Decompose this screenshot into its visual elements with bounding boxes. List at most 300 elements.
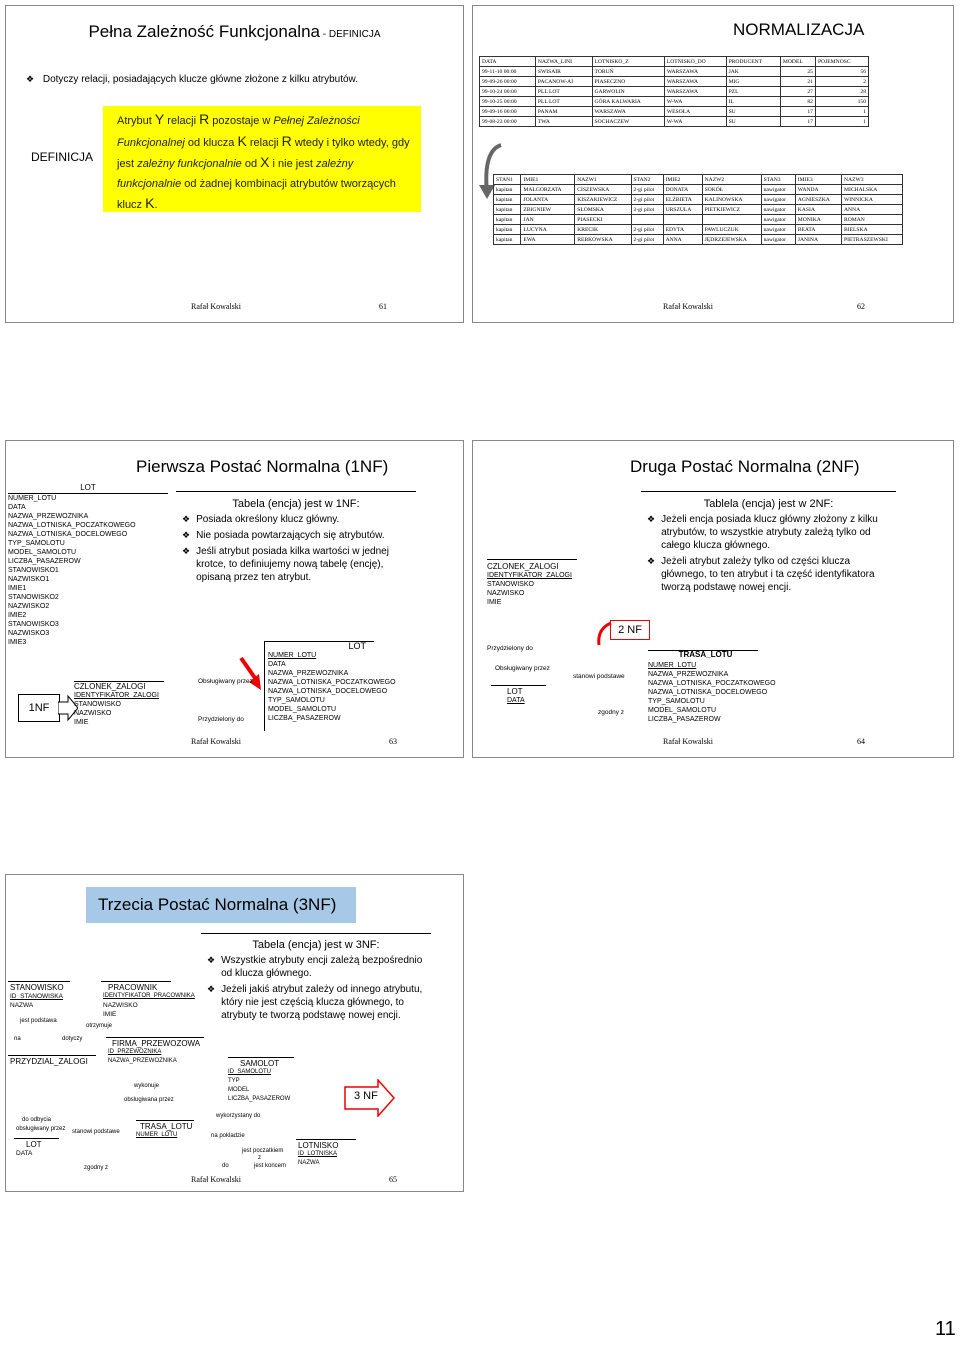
entity-key: IDENTYFIKATOR_ZALOGI xyxy=(487,572,572,579)
entity-title: CZLONEK_ZALOGI xyxy=(74,682,146,691)
entity-attr: TYP_SAMOLOTU xyxy=(8,540,65,547)
bullet-text: Jeżeli atrybut zależy tylko od części klucza głównego, to ten atrybut i ta część identyfikatora tworzą podstawę nowej encji. xyxy=(661,556,875,593)
entity-attr: STANOWISKO2 xyxy=(8,594,59,601)
table-row xyxy=(494,195,903,205)
table-cell: SOCHACZEW xyxy=(592,117,664,127)
definition-text: Atrybut Y relacji R pozostaje w Pełnej Zależności Funkcjonalnej od klucza K relacji R wtedy i tylko wtedy, gdy jest zależny funkcjonalnie od X i nie jest zależny funkcjonalnie od żadnej kombinacji atrybutów tworzących klucz K. xyxy=(117,111,410,211)
table-header-cell: LOTNISKO_DO xyxy=(664,57,726,67)
table-cell: WANDA xyxy=(795,185,841,195)
table-cell: WESOŁA xyxy=(664,107,726,117)
table-cell: 150 xyxy=(815,97,868,107)
entity-attr: DATA xyxy=(268,661,286,668)
table-cell: KASIA xyxy=(795,205,841,215)
table-cell: BIELSKA xyxy=(841,225,902,235)
table-cell: TWA xyxy=(535,117,592,127)
title-main: Pełna Zależność Funkcjonalna xyxy=(88,22,320,41)
entity-attr: LICZBA_PASAZEROW xyxy=(268,715,341,722)
slide-65 xyxy=(5,874,464,1192)
table-cell: AGNIESZKA xyxy=(795,195,841,205)
entity-firma-przewozowa xyxy=(108,1039,200,1066)
entity-attr: NAZWISKO3 xyxy=(8,630,50,637)
relation-label: dotyczy xyxy=(62,1036,83,1042)
entity-attr: IMIE xyxy=(74,719,89,726)
entity-line xyxy=(14,1138,59,1139)
bullet-text: Nie posiada powtarzających się atrybutów. xyxy=(196,530,385,541)
table-row xyxy=(480,77,869,87)
footer-author: Rafał Kowalski xyxy=(191,302,241,311)
table-cell: ELŻBIETA xyxy=(663,195,702,205)
entity-line xyxy=(8,1055,96,1056)
table-cell: PAWLUCZUK xyxy=(702,225,761,235)
table-cell: MONIKA xyxy=(795,215,841,225)
info-bullet xyxy=(207,954,425,980)
table-cell: 17 xyxy=(780,117,815,127)
table-header-cell: IMIE3 xyxy=(795,175,841,185)
table-cell: KISZAKIEWICZ xyxy=(575,195,631,205)
entity-attr: TYP xyxy=(228,1078,240,1084)
footer-page-number: 61 xyxy=(379,302,387,311)
entity-attr: NAZWA_LOTNISKA_DOCELOWEGO xyxy=(648,689,768,696)
entity-line xyxy=(296,1139,356,1140)
table-cell: nawigator xyxy=(761,215,795,225)
table-header-cell: LOTNISKO_Z xyxy=(592,57,664,67)
entity-samolot xyxy=(228,1059,290,1104)
table-cell: 99-10-25 00:00 xyxy=(480,97,536,107)
table-cell: PLL LOT xyxy=(535,97,592,107)
table-header-cell: NAZWA_LINI xyxy=(535,57,592,67)
relation-label: z xyxy=(258,1155,261,1161)
info-box-title: Tabela (encja) jest w 1NF: xyxy=(232,498,360,510)
entity-attr: NAZWISKO xyxy=(103,1002,138,1009)
entity-attr: NAZWISKO1 xyxy=(8,576,50,583)
entity-key: DATA xyxy=(507,697,525,704)
entity-stanowisko xyxy=(10,983,64,1010)
relation-label: stanowi podstawe xyxy=(573,673,625,680)
red-arrow-icon xyxy=(239,656,265,696)
entity-lot-line xyxy=(264,641,265,731)
entity-title: SAMOLOT xyxy=(240,1059,280,1068)
entity-line xyxy=(136,1120,194,1121)
table-cell: 2-gi pilot xyxy=(631,235,663,245)
entity-title: LOT xyxy=(507,687,523,696)
entity-attr: IMIE3 xyxy=(8,639,27,646)
table-cell: kapitan xyxy=(494,195,521,205)
entity-attr: STANOWISKO3 xyxy=(8,621,59,628)
relation-label: wykorzystany do xyxy=(216,1113,261,1119)
entity-title: TRASA_LOTU xyxy=(140,1122,193,1131)
slide-title: Pierwsza Postać Normalna (1NF) xyxy=(136,457,389,476)
entity-key: IDENTYFIKATOR_PRACOWNIKA xyxy=(103,993,195,999)
table-cell: JAK xyxy=(726,67,780,77)
diamond-bullet-icon: ❖ xyxy=(647,514,656,524)
diamond-bullet-icon: ❖ xyxy=(647,556,656,566)
entity-attr: MODEL xyxy=(228,1087,250,1093)
table-header-cell: NAZW1 xyxy=(575,175,631,185)
table-cell: TORUŃ xyxy=(592,67,664,77)
entity-line xyxy=(8,981,70,982)
nf-label-box: 2 NF xyxy=(610,620,650,640)
footer-page-number: 65 xyxy=(389,1175,397,1184)
nf-label-box: 1NF xyxy=(18,694,60,722)
table-cell: PIETRASZEWSKI xyxy=(841,235,902,245)
table-header-cell: PRODUCENT xyxy=(726,57,780,67)
diamond-bullet-icon: ❖ xyxy=(182,514,191,524)
table-cell: MAŁGORZATA xyxy=(521,185,575,195)
diamond-bullet-icon: ❖ xyxy=(207,955,216,965)
table-cell: 1 xyxy=(815,117,868,127)
table-header-cell: DATA xyxy=(480,57,536,67)
table-cell: PANAM xyxy=(535,107,592,117)
table-cell: SU xyxy=(726,107,780,117)
flights-table xyxy=(479,56,869,127)
relation-label: na xyxy=(14,1036,21,1042)
relation-label: Obsługiwany przez xyxy=(495,665,550,672)
table-cell: nawigator xyxy=(761,185,795,195)
table-header-cell: POJEMNOSC xyxy=(815,57,868,67)
entity-attr: STANOWISKO1 xyxy=(8,567,59,574)
entity-line xyxy=(106,1037,204,1038)
entity-title: TRASA_LOTU xyxy=(678,650,733,659)
table-row xyxy=(480,117,869,127)
info-box xyxy=(641,491,896,604)
entity-attr: NAZWA_PRZEWOZNIKA xyxy=(108,1058,177,1064)
entity-title: LOT xyxy=(348,641,366,651)
relation-label: obslugiwana przez xyxy=(124,1097,174,1103)
relation-label: jest poczatkiem xyxy=(242,1148,284,1154)
entity-attr: NAZWA_PRZEWOZNIKA xyxy=(268,670,349,677)
entity-attr: STANOWISKO xyxy=(487,581,534,588)
table-cell: PLL LOT xyxy=(535,87,592,97)
table-cell: kapitan xyxy=(494,185,521,195)
diamond-bullet-icon: ❖ xyxy=(182,546,191,556)
entity-key: IDENTYFIKATOR_ZALOGI xyxy=(74,692,159,699)
entity-attributes xyxy=(487,571,577,607)
diamond-bullet-icon: ❖ xyxy=(207,984,216,994)
entity-attr: NAZWA xyxy=(10,1002,34,1009)
info-bullet xyxy=(182,513,410,526)
entity-attr: DATA xyxy=(16,1150,33,1157)
table-row xyxy=(480,107,869,117)
info-bullet xyxy=(647,513,890,552)
entity-lot xyxy=(268,642,428,723)
entity-przydzial-zalogi xyxy=(10,1057,88,1066)
entity-attr: NAZWA_LOTNISKA_POCZATKOWEGO xyxy=(648,680,776,687)
entity-key: NUMER_LOTU xyxy=(136,1132,178,1138)
entity-attr: LICZBA_PASAZEROW xyxy=(8,558,81,565)
footer-author: Rafał Kowalski xyxy=(191,1175,241,1184)
info-bullet xyxy=(182,545,410,584)
table-cell: 99-09-16 00:00 xyxy=(480,107,536,117)
table-cell: nawigator xyxy=(761,195,795,205)
table-cell: WINNICKA xyxy=(841,195,902,205)
info-box-bullets xyxy=(176,513,416,584)
entity-attr: MODEL_SAMOLOTU xyxy=(268,706,337,713)
table-row xyxy=(494,235,903,245)
entity-attr: IMIE xyxy=(487,599,502,606)
info-bullet xyxy=(182,529,410,542)
entity-attr: NAZWA_LOTNISKA_POCZATKOWEGO xyxy=(268,679,396,686)
crew-table xyxy=(493,174,903,245)
table-cell xyxy=(663,215,702,225)
relation-label: na pokladzie xyxy=(211,1133,245,1139)
table-cell: 25 xyxy=(780,67,815,77)
table-cell xyxy=(631,215,663,225)
entity-attr: LICZBA_PASAZEROW xyxy=(228,1096,291,1102)
slide-title xyxy=(6,22,463,42)
bullet-text: Posiada określony klucz główny. xyxy=(196,514,340,525)
entity-title: FIRMA_PRZEWOZOWA xyxy=(112,1039,201,1048)
relation-label: jest podstawa xyxy=(20,1018,57,1024)
footer-page-number: 64 xyxy=(857,737,865,746)
entity-title: LOT xyxy=(80,483,96,492)
entity-trasa-lotu xyxy=(648,650,808,724)
entity-title: CZLONEK_ZALOGI xyxy=(487,562,559,571)
table-row xyxy=(494,185,903,195)
table-row xyxy=(480,87,869,97)
info-box xyxy=(176,491,416,584)
table-cell: 2-gi pilot xyxy=(631,225,663,235)
slide-61 xyxy=(5,5,464,323)
table-cell: SWISAIR xyxy=(535,67,592,77)
entity-attributes xyxy=(507,696,557,705)
entity-attr: LICZBA_PASAZEROW xyxy=(648,716,721,723)
entity-title: PRACOWNIK xyxy=(108,983,158,992)
info-bullet xyxy=(647,555,890,594)
entity-czlonek-zalogi xyxy=(487,559,577,607)
entity-title: STANOWISKO xyxy=(10,983,64,992)
table-row xyxy=(480,67,869,77)
entity-lotnisko xyxy=(298,1141,338,1168)
entity-line xyxy=(228,1057,294,1058)
entity-attr: STANOWISKO xyxy=(74,701,121,708)
entity-lot xyxy=(16,1140,42,1158)
entity-attr: MODEL_SAMOLOTU xyxy=(648,707,717,714)
table-cell: kapitan xyxy=(494,225,521,235)
table-cell: EWA xyxy=(521,235,575,245)
slide-title: NORMALIZACJA xyxy=(733,20,865,39)
entity-line xyxy=(101,981,171,982)
table-cell: SU xyxy=(726,117,780,127)
footer-author: Rafał Kowalski xyxy=(663,737,713,746)
entity-attributes xyxy=(74,691,164,727)
relation-label: Przydzielony do xyxy=(487,645,533,652)
entity-attr: NAZWISKO2 xyxy=(8,603,50,610)
table-cell: WARSZAWA xyxy=(664,67,726,77)
footer-page-number: 62 xyxy=(857,302,865,311)
relation-label: otrzymuje xyxy=(86,1023,113,1029)
table-cell: kapitan xyxy=(494,205,521,215)
entity-key: NUMER_LOTU xyxy=(648,662,697,669)
info-box xyxy=(201,933,431,1036)
table-header-cell: STAN1 xyxy=(494,175,521,185)
bullet-text: Jeżeli encja posiada klucz główny złożony z kilku atrybutów, to wszystkie atrybuty zależą tylko od całego klucza głównego. xyxy=(661,514,878,551)
info-box-bullets xyxy=(201,954,431,1022)
table-cell: 99-11-10 00:00 xyxy=(480,67,536,77)
slide-62 xyxy=(472,5,954,323)
table-cell: DONATA xyxy=(663,185,702,195)
table-cell: KALINOWSKA xyxy=(702,195,761,205)
table-header-cell: NAZW2 xyxy=(702,175,761,185)
table-row xyxy=(494,205,903,215)
entity-key: ID_SAMOLOTU xyxy=(228,1069,272,1075)
entity-attr: NUMER_LOTU xyxy=(8,495,57,502)
nf-label: 3 NF xyxy=(354,1090,378,1102)
table-cell: EDYTA xyxy=(663,225,702,235)
table-cell: 28 xyxy=(815,87,868,97)
table-cell: 2-gi pilot xyxy=(631,185,663,195)
table-cell: 2-gi pilot xyxy=(631,195,663,205)
entity-attr: IMIE1 xyxy=(8,585,27,592)
entity-attr: DATA xyxy=(8,504,26,511)
slide-64 xyxy=(472,440,954,758)
table-cell: GARWOLIN xyxy=(592,87,664,97)
table-header-cell: MODEL xyxy=(780,57,815,67)
bullet-text: Dotyczy relacji, posiadających klucze główne złożone z kilku atrybutów. xyxy=(42,74,359,85)
entity-key: NUMER_LOTU xyxy=(268,652,317,659)
table-cell: WARSZAWA xyxy=(664,77,726,87)
table-cell: SOKÓŁ xyxy=(702,185,761,195)
slide-title: Trzecia Postać Normalna (3NF) xyxy=(98,895,337,914)
table-cell: GÓRA KALWARIA xyxy=(592,97,664,107)
relation-label: do xyxy=(222,1163,229,1169)
relation-label: wykonuje xyxy=(134,1083,160,1089)
relation-label: jest koncem xyxy=(254,1163,287,1169)
entity-attributes xyxy=(268,651,428,723)
slide-63 xyxy=(5,440,464,758)
table-cell: BEATA xyxy=(795,225,841,235)
entity-attr: NAZWA_PRZEWOZNIKA xyxy=(8,513,89,520)
table-cell: PIASECZNO xyxy=(592,77,664,87)
bullet-text: Jeśli atrybut posiada kilka wartości w jednej krotce, to definiujemy nową tabelę (encję), opisaną przez ten atrybut. xyxy=(196,546,389,583)
definition-label: DEFINICJA xyxy=(31,150,94,164)
table-header-cell: IMIE2 xyxy=(663,175,702,185)
table-cell: kapitan xyxy=(494,235,521,245)
table-cell: MICHALSKA xyxy=(841,185,902,195)
table-cell: ANNA xyxy=(663,235,702,245)
table-cell: LUCYNA xyxy=(521,225,575,235)
table-cell: 1 xyxy=(815,107,868,117)
entity-czlonek-zalogi xyxy=(74,681,164,727)
entity-key: ID_STANOWISKA xyxy=(10,993,63,1000)
table-cell: nawigator xyxy=(761,225,795,235)
footer-page-number: 63 xyxy=(389,737,397,746)
table-cell: nawigator xyxy=(761,205,795,215)
bullet-text: Jeżeli jakiś atrybut zależy od innego atrybutu, który nie jest częścią klucza głównego, to atrybuty te tworzą podstawę nowej encji. xyxy=(221,984,423,1021)
table-header-cell: IMIE1 xyxy=(521,175,575,185)
entity-attr: TYP_SAMOLOTU xyxy=(268,697,325,704)
diamond-bullet-icon: ❖ xyxy=(26,74,35,84)
entity-attr: NAZWA_LOTNISKA_POCZATKOWEGO xyxy=(8,522,136,529)
table-cell: 56 xyxy=(815,67,868,77)
entity-pracownik xyxy=(103,983,195,1019)
entity-attr: NAZWA_LOTNISKA_DOCELOWEGO xyxy=(8,531,128,538)
table-cell: W-WA xyxy=(664,117,726,127)
table-cell: 99-10-24 00:00 xyxy=(480,87,536,97)
table-cell: ANNA xyxy=(841,205,902,215)
entity-attributes xyxy=(648,661,808,724)
info-box-title: Tablela (encja) jest w 2NF: xyxy=(703,498,834,510)
relation-label: zgodny z xyxy=(598,709,625,716)
table-cell: kapitan xyxy=(494,215,521,225)
entity-lot xyxy=(507,687,557,705)
table-cell: PACANOW-AI xyxy=(535,77,592,87)
table-cell: W-WA xyxy=(664,97,726,107)
table-cell xyxy=(702,215,761,225)
table-cell: JĘDRZEJEWSKA xyxy=(702,235,761,245)
table-row xyxy=(480,97,869,107)
relation-label: Przydzielony do xyxy=(198,716,244,723)
table-cell: 21 xyxy=(780,77,815,87)
entity-attr: TYP_SAMOLOTU xyxy=(648,698,705,705)
table-cell: REBKOWSKA xyxy=(575,235,631,245)
info-box-bullets xyxy=(641,513,896,594)
table-cell: MIG xyxy=(726,77,780,87)
table-cell: CISZEWSKA xyxy=(575,185,631,195)
entity-title: LOTNISKO xyxy=(298,1141,339,1150)
table-header-cell: STAN2 xyxy=(631,175,663,185)
table-cell: 2-gi pilot xyxy=(631,205,663,215)
table-cell: JOLANTA xyxy=(521,195,575,205)
table-cell: WARSZAWA xyxy=(664,87,726,97)
relation-label: Obsługiwany przez xyxy=(198,678,253,685)
diamond-bullet-icon: ❖ xyxy=(182,530,191,540)
table-cell: ZBIGNIEW xyxy=(521,205,575,215)
relation-label: do odbycia xyxy=(22,1117,52,1123)
table-cell: PIETKIEWICZ xyxy=(702,205,761,215)
table-cell: JAN xyxy=(521,215,575,225)
table-cell: 2 xyxy=(815,77,868,87)
table-row xyxy=(494,225,903,235)
table-cell: JANINA xyxy=(795,235,841,245)
entity-attr: NAZWISKO xyxy=(74,710,112,717)
footer-author: Rafał Kowalski xyxy=(191,737,241,746)
table-cell: 82 xyxy=(780,97,815,107)
entity-attr: NAZWA xyxy=(298,1160,320,1166)
table-cell: 27 xyxy=(780,87,815,97)
table-cell: IL xyxy=(726,97,780,107)
footer-author: Rafał Kowalski xyxy=(663,302,713,311)
red-arrow-icon xyxy=(593,621,613,649)
info-box-title: Tabela (encja) jest w 3NF: xyxy=(252,939,380,951)
relation-label: zgodny z xyxy=(84,1165,109,1171)
relation-label: stanowi podstawe xyxy=(72,1129,120,1135)
entity-key: ID_LOTNISKA xyxy=(298,1151,338,1157)
entity-attr: NAZWA_LOTNISKA_DOCELOWEGO xyxy=(268,688,388,695)
entity-title: PRZYDZIAL_ZALOGI xyxy=(10,1057,88,1066)
table-cell: URSZULA xyxy=(663,205,702,215)
table-header-cell: STAN3 xyxy=(761,175,795,185)
page-number: 11 xyxy=(935,1318,956,1340)
slide-bullet xyxy=(26,74,358,85)
table-cell: PZL xyxy=(726,87,780,97)
entity-line xyxy=(491,685,546,686)
table-cell: 99-08-23 00:00 xyxy=(480,117,536,127)
slide-title: Druga Postać Normalna (2NF) xyxy=(630,457,860,476)
entity-lot-1nf xyxy=(8,483,168,663)
entity-attr: IMIE2 xyxy=(8,612,27,619)
table-cell: 99-09-26 00:00 xyxy=(480,77,536,87)
entity-trasa-lotu xyxy=(136,1122,192,1140)
entity-attr: MODEL_SAMOLOTU xyxy=(8,549,77,556)
entity-attr: NAZWA_PRZEWOZNIKA xyxy=(648,671,729,678)
table-cell: nawigator xyxy=(761,235,795,245)
table-cell: KRECIK xyxy=(575,225,631,235)
relation-label: obsługiwany przez xyxy=(16,1126,66,1132)
bullet-text: Wszystkie atrybuty encji zależą bezpośrednio od klucza głównego. xyxy=(221,955,423,979)
entity-title: LOT xyxy=(26,1140,42,1149)
entity-attributes xyxy=(8,494,168,647)
title-sub: - DEFINICJA xyxy=(319,29,381,40)
